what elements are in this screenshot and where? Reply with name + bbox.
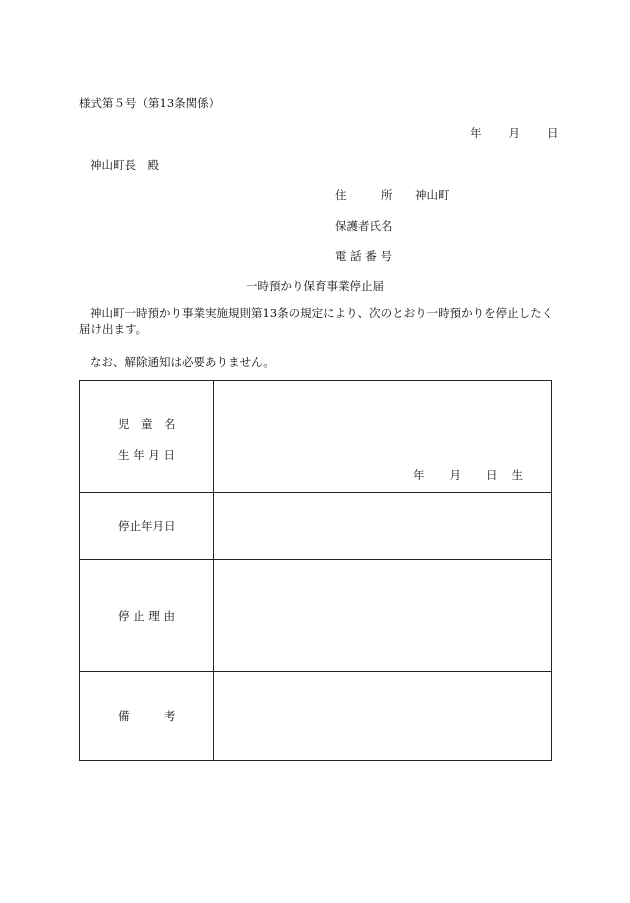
stop-reason-label: 停 止 理 由: [118, 608, 175, 623]
phone-number-row: [335, 248, 415, 264]
stop-date-value-cell[interactable]: [214, 492, 552, 560]
birth-month-label: 月: [449, 467, 461, 482]
birth-day-label: 日: [486, 467, 498, 482]
guardian-name-row: [335, 218, 415, 234]
child-info-label-cell: [80, 381, 214, 493]
remarks-value-cell[interactable]: [214, 672, 552, 761]
notification-form-table: [79, 380, 552, 761]
address-value: 神山町: [415, 188, 450, 202]
stop-date-row: [80, 492, 552, 560]
address-label: 住 所: [335, 188, 393, 202]
born-label: 生: [511, 467, 523, 482]
stop-reason-row: [80, 560, 552, 672]
remarks-row: [80, 672, 552, 761]
child-info-value-cell[interactable]: [214, 381, 552, 493]
document-title: 一時預かり保育事業停止届: [246, 279, 384, 293]
day-label: 日: [547, 126, 559, 140]
phone-number-label: 電 話 番 号: [335, 249, 392, 263]
birth-date-label: 生 年 月 日: [118, 448, 175, 462]
year-label: 年: [470, 126, 482, 140]
child-name-label: 児 童 名: [118, 417, 176, 431]
remarks-label-cell: [80, 672, 214, 761]
note-text: なお、解除通知は必要ありません。: [90, 355, 275, 369]
stop-reason-value-cell[interactable]: [214, 560, 552, 672]
submission-date-line: [470, 125, 559, 141]
guardian-name-label: 保護者氏名: [335, 219, 393, 233]
body-text: 神山町一時預かり事業実施規則第13条の規定により、次のとおり一時預かりを停止したく届け出ます。: [79, 306, 554, 336]
addressee: 神山町長 殿: [90, 158, 159, 172]
form-number: 様式第５号（第13条関係）: [79, 96, 221, 110]
birth-year-label: 年: [413, 467, 425, 482]
stop-reason-label-cell: [80, 560, 214, 672]
child-info-row: [80, 381, 552, 493]
stop-date-label: 停止年月日: [118, 519, 176, 534]
stop-date-label-cell: [80, 492, 214, 560]
applicant-address-row: [335, 187, 450, 203]
remarks-label: 備 考: [118, 709, 176, 724]
birth-date-suffix: [413, 467, 523, 483]
month-label: 月: [508, 126, 520, 140]
